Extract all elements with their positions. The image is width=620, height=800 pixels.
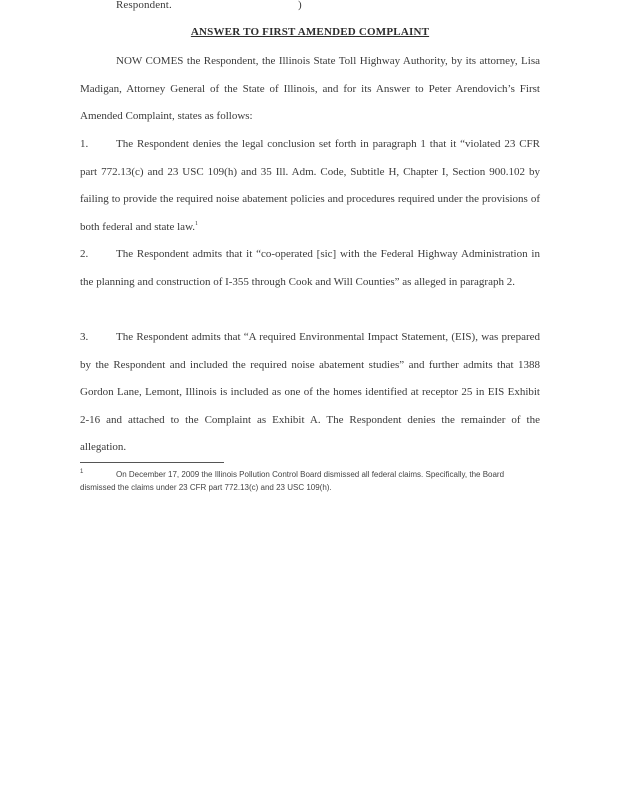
paragraph-text: The Respondent admits that “A required Environmental Impact Statement, (EIS), was prepared by the Respondent and included the required noise abatement studies” and further admits that 1388 Gordon Lane, Lemont, Illinois is included as one of the homes identified at receptor 25 in EIS Exhibit 2-16 and attached to the Complaint as Exhibit A. The Respondent denies the remainder of the allegation. [80, 331, 540, 453]
paragraph-text: The Respondent admits that it “co-operated [sic] with the Federal Highway Administration in the planning and construction of I-355 through Cook and Will Counties” as alleged in paragraph 2. [80, 248, 540, 288]
paragraph-text [80, 131, 540, 241]
caption-party: Respondent. [116, 0, 172, 11]
numbered-paragraph-2 [80, 241, 540, 296]
paragraph-number: 3. [80, 331, 89, 343]
caption-paren: ) [298, 0, 302, 11]
document-title: ANSWER TO FIRST AMENDED COMPLAINT [190, 26, 430, 38]
intro-paragraph: NOW COMES the Respondent, the Illinois State Toll Highway Authority, by its attorney, Lisa Madigan, Attorney General of the State of Illinois, and for its Answer to Peter Arendovich’s First Amended Complaint, states as follows: [80, 55, 540, 122]
numbered-paragraph-1 [80, 131, 540, 241]
paragraph-body: The Respondent denies the legal conclusion set forth in paragraph 1 that it “violated 23 CFR part 772.13(c) and 23 USC 109(h) and 35 Ill. Adm. Code, Subtitle H, Chapter I, Section 900.102 by failing to provide the required noise abatement policies and procedures required under the provisions of both federal and state law. [80, 138, 540, 233]
footnote-text: On December 17, 2009 the Illinois Pollution Control Board dismissed all federal claims. Specifically, the Board dismissed the claims under 23 CFR part 772.13(c) and 23 USC 109(h). [80, 470, 505, 492]
case-caption [116, 0, 302, 11]
footnote [80, 469, 540, 494]
footnote-divider [80, 462, 224, 463]
footnote-mark: 1 [80, 469, 84, 475]
paragraph-number: 1. [80, 138, 89, 150]
paragraph-number: 2. [80, 248, 89, 260]
numbered-paragraph-3 [80, 324, 540, 462]
footnote-reference: 1 [195, 220, 199, 227]
